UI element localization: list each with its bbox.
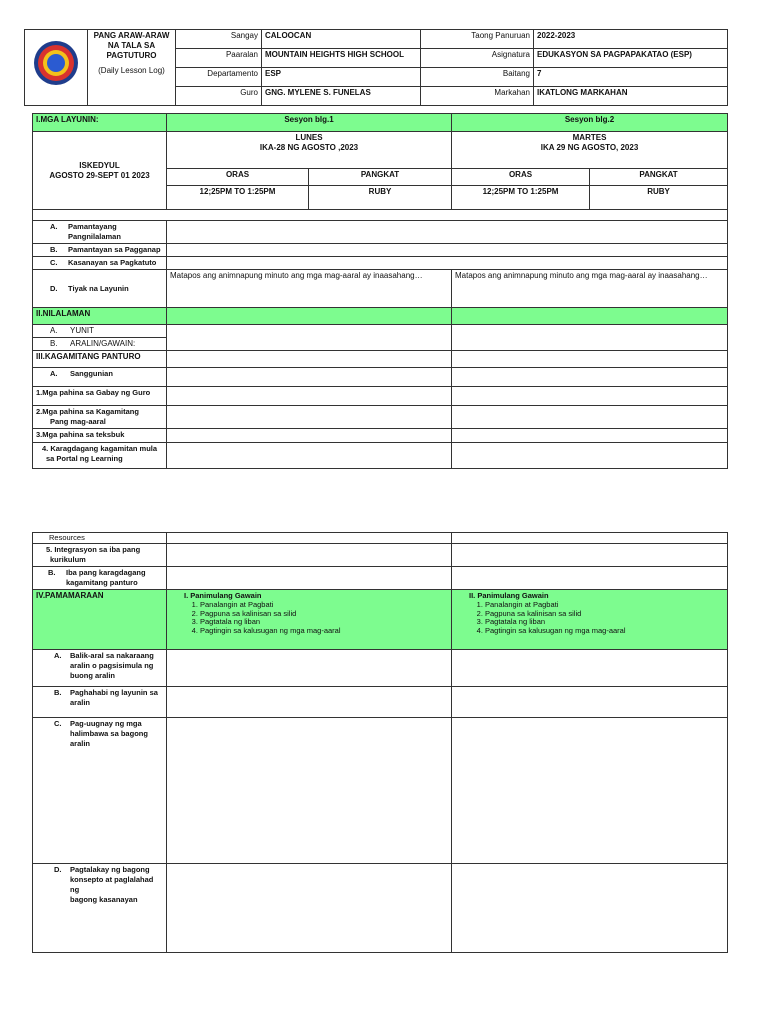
header-value-departamento: ESP [262,68,421,87]
step-c-content-1[interactable] [167,718,452,864]
objective-text-2[interactable]: Matapos ang animnapung minuto ang mga mag-aaral ay inaasahang… [452,270,728,308]
objective-item-b-label: Pamantayan sa Pagganap [68,245,161,254]
header-value-taong-panuruan: 2022-2023 [534,30,728,49]
kagamitang-mag-aaral-line2: Pang mag-aaral [50,417,106,426]
gabay-guro-content-2[interactable] [452,387,728,406]
objective-item-a [33,221,167,244]
header-value-asignatura: EDUKASYON SA PAGPAPAKATAO (ESP) [534,49,728,68]
step-a-content-1[interactable] [167,650,452,687]
objective-item-b-letter: B. [50,245,58,254]
objective-item-d-letter: D. [50,283,58,293]
objective-item-c-letter: C. [50,258,58,267]
objective-item-d [33,270,167,308]
teksbuk-row: 3.Mga pahina sa teksbuk [33,429,167,443]
panimulang-gawain-1-list [170,601,448,635]
portal-learning-line2: sa Portal ng Learning [46,454,123,463]
day-2-cell [452,132,728,169]
karagdagang-kagamitan-content-1[interactable] [167,567,452,590]
sanggunian-row [33,368,167,387]
step-a-line3: buong aralin [70,671,115,680]
step-a-line1: Balik-aral sa nakaraang [70,651,154,660]
objective-item-b-content[interactable] [167,244,728,257]
gabay-guro-row: 1.Mga pahina sa Gabay ng Guro [33,387,167,406]
karagdagang-kagamitan-row [33,567,167,590]
kagamitang-mag-aaral-row [33,406,167,429]
group-2: RUBY [590,186,728,210]
activity-1-4: 4. Pagtingin sa kalusugan ng mga mag-aaral [200,627,448,636]
kagamitang-mag-aaral-line1: 2.Mga pahina sa Kagamitang [36,407,139,416]
integrasyon-row [33,544,167,567]
header-label-sangay: Sangay [176,30,262,49]
document-title-line2: NA TALA SA [107,41,156,50]
section-title-layunin: I.MGA LAYUNIN: [33,114,167,132]
oras-header-1: ORAS [167,169,309,186]
header-value-baitang: 7 [534,68,728,87]
step-a-letter: A. [54,651,62,660]
step-d-line3: bagong kasanayan [70,895,138,904]
section-title-nilalaman: II.NILALAMAN [33,308,167,325]
sanggunian-label: Sanggunian [70,369,113,378]
nilalaman-aralin-label: ARALIN/GAWAIN: [70,339,136,348]
school-seal-icon [34,41,78,85]
integrasyon-line2: kurikulum [50,555,86,564]
step-d-letter: D. [54,865,62,874]
nilalaman-session-2 [452,308,728,325]
schedule-label: ISKEDYUL [79,160,120,170]
document-title-cell [88,30,176,106]
panimulang-gawain-1 [167,590,452,650]
portal-learning-row [33,443,167,469]
step-b-content-1[interactable] [167,687,452,718]
objective-item-c-label: Kasanayan sa Pagkatuto [68,258,157,267]
step-b-line2: aralin [70,698,91,707]
karagdagang-kagamitan-letter: B. [48,568,56,577]
karagdagang-kagamitan-line1: Iba pang karagdagang [66,568,146,577]
step-c-letter: C. [54,719,62,728]
school-logo-cell [25,30,88,106]
step-b [33,687,167,718]
header-value-sangay: CALOOCAN [262,30,421,49]
integrasyon-content-1[interactable] [167,544,452,567]
karagdagang-kagamitan-content-2[interactable] [452,567,728,590]
step-d-content-1[interactable] [167,864,452,953]
schedule-cell [33,132,167,210]
header-label-departamento: Departamento [176,68,262,87]
step-b-letter: B. [54,688,62,697]
header-value-paaralan: MOUNTAIN HEIGHTS HIGH SCHOOL [262,49,421,68]
panimulang-gawain-2-list [455,601,724,635]
section-title-pamamaraan: IV.PAMAMARAAN [33,590,167,650]
sanggunian-letter: A. [50,369,58,378]
oras-header-2: ORAS [452,169,590,186]
portal-learning-content-2[interactable] [452,443,728,469]
portal-learning-content-1[interactable] [167,443,452,469]
header-label-guro: Guro [176,87,262,106]
nilalaman-yunit-label: YUNIT [70,326,94,335]
kagamitang-session-1 [167,351,452,368]
time-2: 12;25PM TO 1:25PM [452,186,590,210]
pangkat-header-1: PANGKAT [309,169,452,186]
objective-text-1[interactable]: Matapos ang animnapung minuto ang mga mag-aaral ay inaasahang… [167,270,452,308]
activity-2-2: 2. Pagpuna sa kalinisan sa silid [485,610,724,619]
panimulang-gawain-2-heading: II. Panimulang Gawain [469,591,549,600]
objective-item-b [33,244,167,257]
header-value-guro: GNG. MYLENE S. FUNELAS [262,87,421,106]
step-c-line1: Pag-uugnay ng mga [70,719,142,728]
step-d-content-2[interactable] [452,864,728,953]
resources-content-2[interactable] [452,533,728,544]
session-1-heading: Sesyon blg.1 [167,114,452,132]
section-title-kagamitang: III.KAGAMITANG PANTURO [33,351,167,368]
header-label-taong-panuruan: Taong Panuruan [421,30,534,49]
activity-2-1: 1. Panalangin at Pagbati [485,601,724,610]
sanggunian-content-2[interactable] [452,368,728,387]
gabay-guro-content-1[interactable] [167,387,452,406]
document-subtitle: (Daily Lesson Log) [98,66,165,75]
session-2-heading: Sesyon blg.2 [452,114,728,132]
objective-item-a-line2: Pangnilalaman [68,232,121,241]
kagamitang-mag-aaral-content-1[interactable] [167,406,452,429]
document-title-line3: PAGTUTURO [106,51,157,60]
activity-1-2: 2. Pagpuna sa kalinisan sa silid [200,610,448,619]
sanggunian-content-1[interactable] [167,368,452,387]
karagdagang-kagamitan-line2: kagamitang panturo [66,578,138,587]
day-2-date: IKA 29 NG AGOSTO, 2023 [540,143,639,152]
nilalaman-session-1 [167,308,452,325]
header-label-markahan: Markahan [421,87,534,106]
objective-item-c [33,257,167,270]
resources-content-1[interactable] [167,533,452,544]
teksbuk-content-1[interactable] [167,429,452,443]
nilalaman-yunit [33,325,167,338]
header-label-paaralan: Paaralan [176,49,262,68]
kagamitang-mag-aaral-content-2[interactable] [452,406,728,429]
time-1: 12;25PM TO 1:25PM [167,186,309,210]
group-1: RUBY [309,186,452,210]
objective-item-a-content[interactable] [167,221,728,244]
step-c-line2: halimbawa sa bagong [70,729,148,738]
nilalaman-aralin-letter: B. [50,339,58,348]
procedure-table [32,532,728,953]
step-b-line1: Paghahabi ng layunin sa [70,688,158,697]
step-c-line3: aralin [70,739,91,748]
objective-item-a-line1: Pamantayang [68,222,117,231]
activity-1-1: 1. Panalangin at Pagbati [200,601,448,610]
panimulang-gawain-1-heading: I. Panimulang Gawain [184,591,262,600]
integrasyon-content-2[interactable] [452,544,728,567]
spacer-row [33,210,728,221]
teksbuk-content-2[interactable] [452,429,728,443]
nilalaman-content-2[interactable] [452,325,728,351]
pangkat-header-2: PANGKAT [590,169,728,186]
header-value-markahan: IKATLONG MARKAHAN [534,87,728,106]
step-c [33,718,167,864]
header-table [24,29,728,106]
day-2-name: MARTES [572,133,607,142]
resources-label: Resources [33,533,167,544]
nilalaman-aralin [33,338,167,351]
step-b-content-2[interactable] [452,687,728,718]
activity-1-3: 3. Pagtatala ng liban [200,618,448,627]
step-d-line2: konsepto at paglalahad ng [70,875,154,894]
nilalaman-yunit-letter: A. [50,326,58,335]
header-label-asignatura: Asignatura [421,49,534,68]
activity-2-4: 4. Pagtingin sa kalusugan ng mga mag-aaral [485,627,724,636]
nilalaman-content-1[interactable] [167,325,452,351]
header-label-baitang: Baitang [421,68,534,87]
step-a [33,650,167,687]
step-a-line2: aralin o pagsisimula ng [70,661,154,670]
lesson-plan-table [32,113,728,469]
objective-item-a-letter: A. [50,222,58,231]
integrasyon-line1: 5. Integrasyon sa iba pang [46,545,141,554]
kagamitang-session-2 [452,351,728,368]
schedule-dates: AGOSTO 29-SEPT 01 2023 [49,170,150,180]
day-1-date: IKA-28 NG AGOSTO ,2023 [259,143,359,152]
step-d-line1: Pagtalakay ng bagong [70,865,150,874]
step-d [33,864,167,953]
activity-2-3: 3. Pagtatala ng liban [485,618,724,627]
portal-learning-line1: 4. Karagdagang kagamitan mula [42,444,158,453]
document-title-line1: PANG ARAW-ARAW [93,31,170,40]
objective-item-d-label: Tiyak na Layunin [68,283,129,293]
day-1-name: LUNES [295,133,323,142]
objective-item-c-content[interactable] [167,257,728,270]
step-c-content-2[interactable] [452,718,728,864]
step-a-content-2[interactable] [452,650,728,687]
day-1-cell [167,132,452,169]
panimulang-gawain-2 [452,590,728,650]
